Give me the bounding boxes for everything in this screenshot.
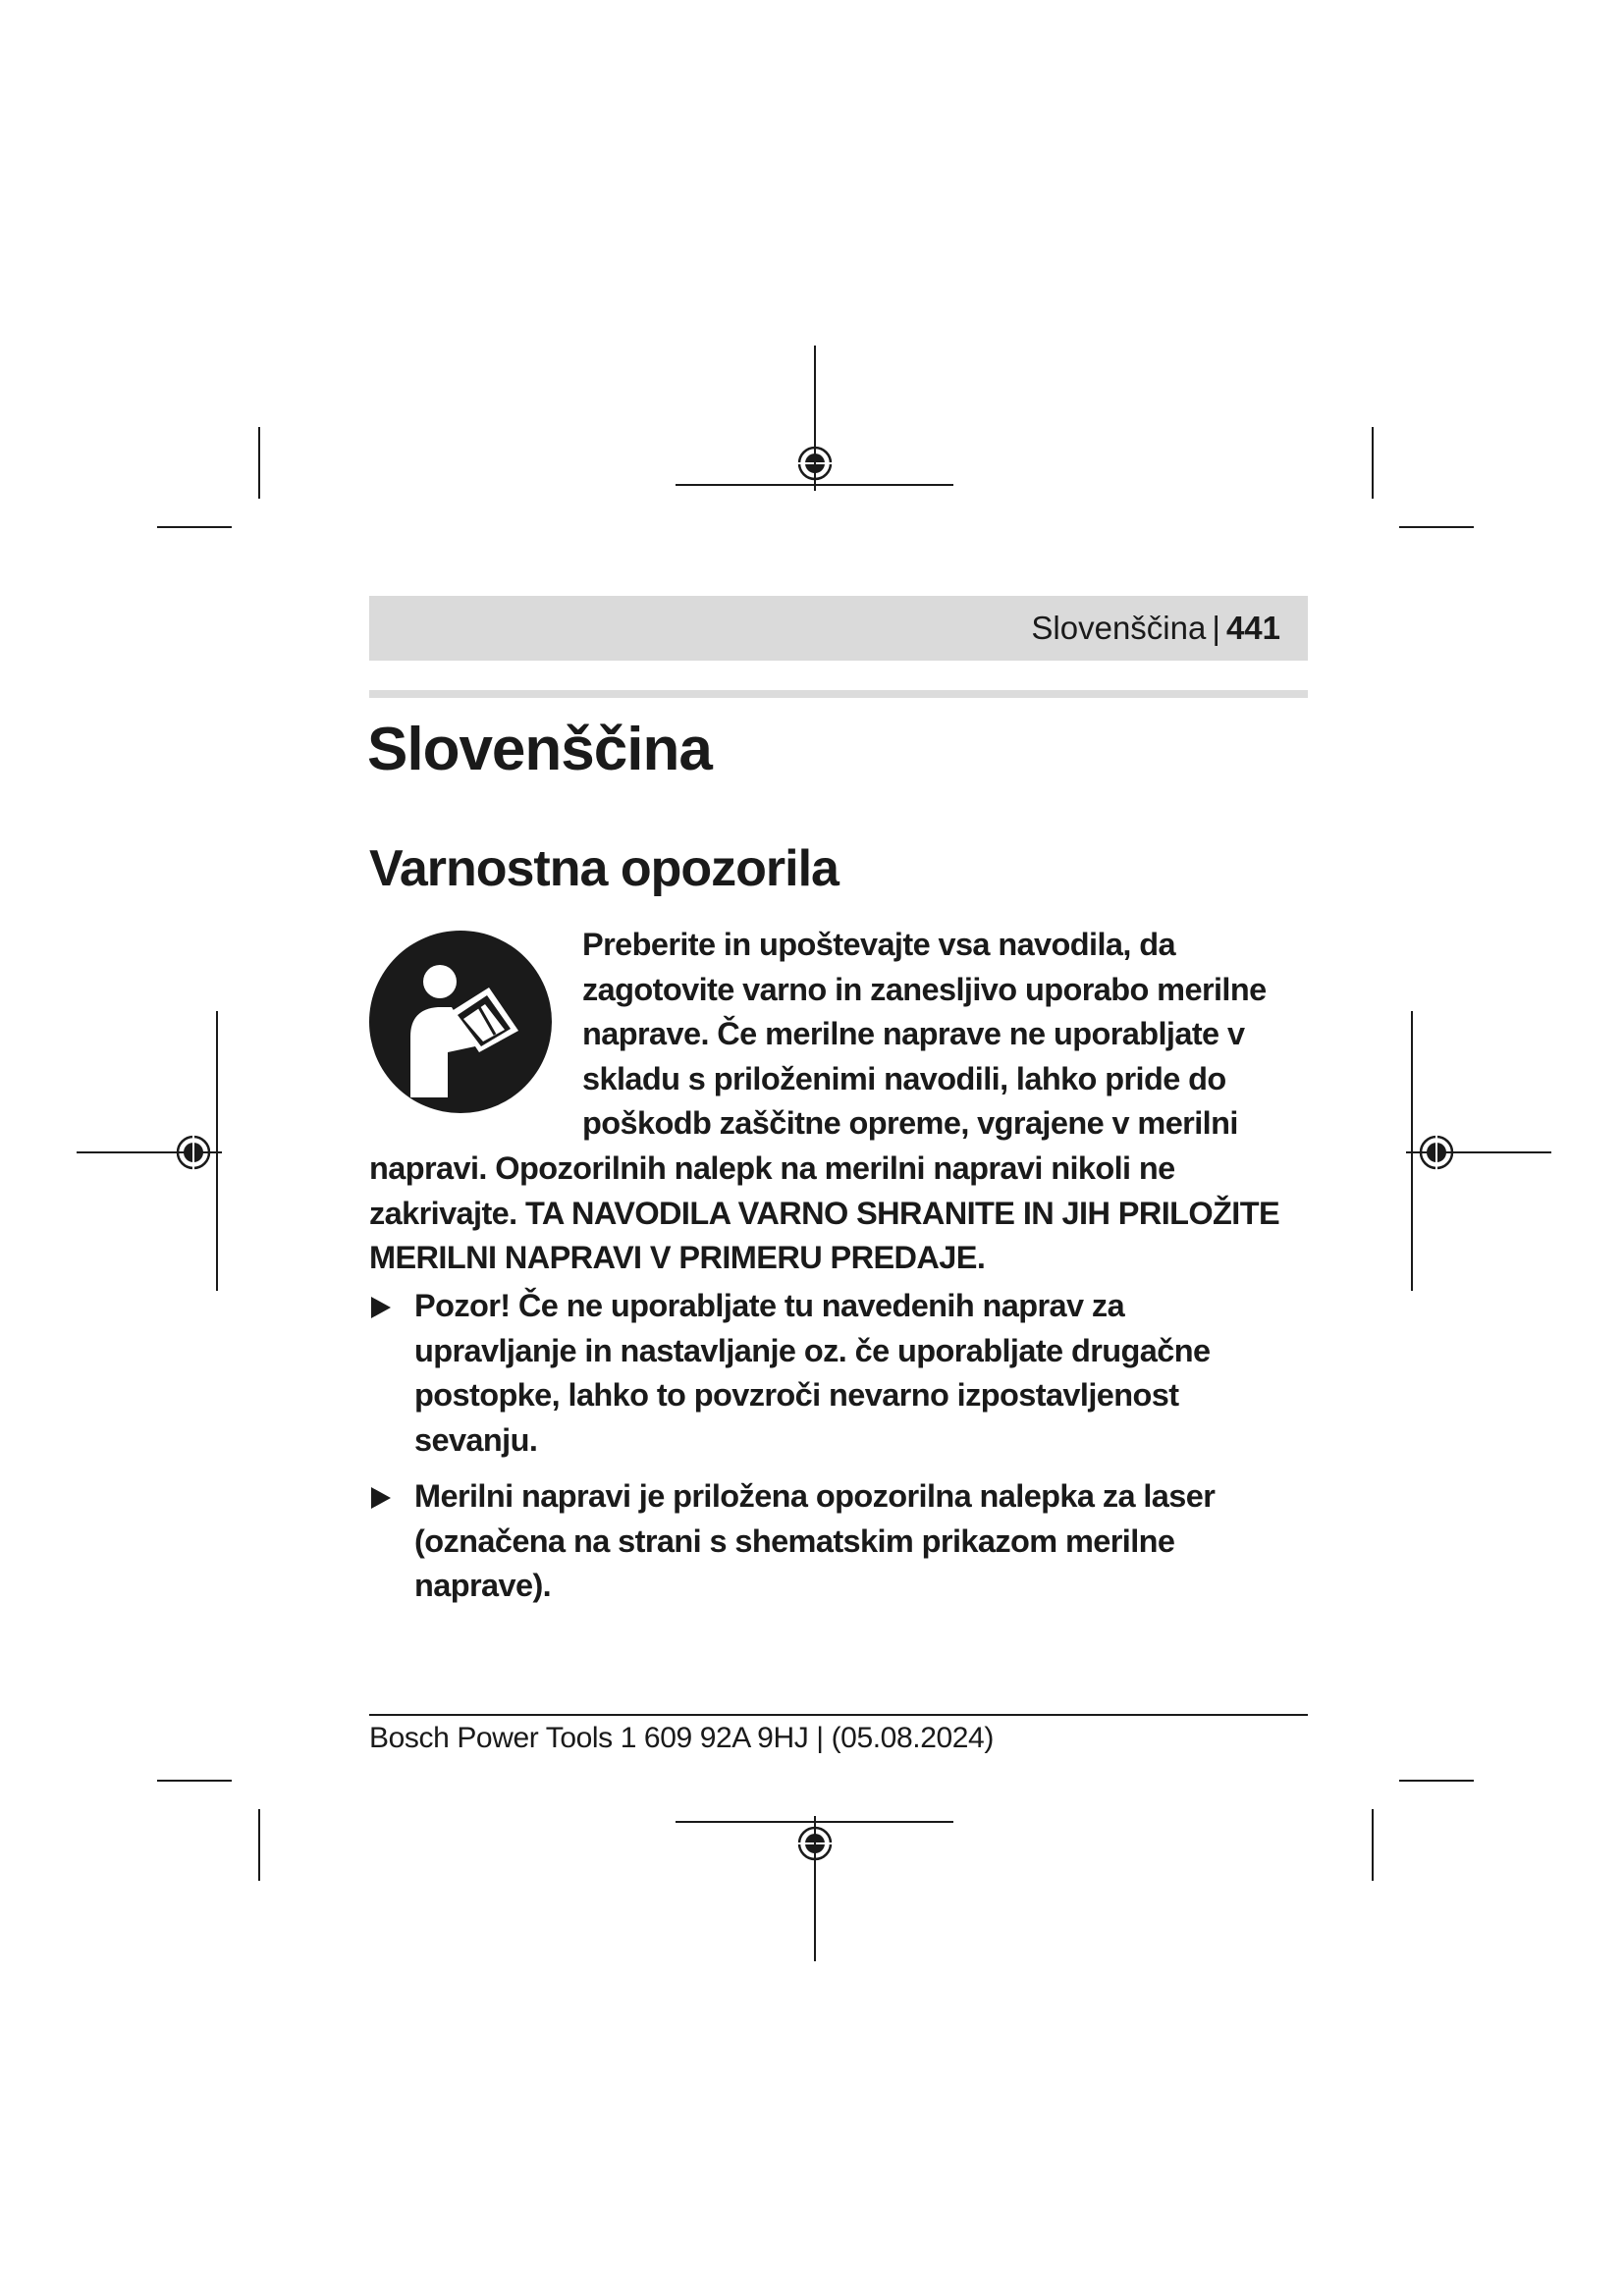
bullet-arrow-icon (371, 1297, 391, 1318)
bullet-line: upravljanje in nastavljanje oz. če uporabljate drugačne (414, 1332, 1211, 1368)
intro-paragraph-beside-icon (582, 923, 1309, 1147)
header-language-label: Slovenščina (1031, 610, 1207, 646)
paragraph-line: poškodb zaščitne opreme, vgrajene v merilni (582, 1105, 1238, 1141)
read-manual-icon (369, 931, 552, 1113)
crop-mark-top-right-vertical (1372, 427, 1374, 499)
bullet-line: (označena na strani s shematskim prikazom merilne (414, 1522, 1175, 1559)
registration-target-icon (1417, 1133, 1456, 1172)
crop-mark-bottom-left-horizontal (157, 1780, 232, 1782)
crop-mark-top-right-horizontal (1399, 526, 1474, 528)
footer-divider (369, 1714, 1308, 1716)
section-title: Varnostna opozorila (369, 840, 839, 897)
page-title: Slovenščina (367, 716, 712, 783)
header-divider (369, 690, 1308, 698)
paragraph-line: MERILNI NAPRAVI V PRIMERU PREDAJE. (369, 1240, 986, 1275)
registration-target-icon (174, 1133, 213, 1172)
running-header (369, 596, 1308, 661)
crop-mark-top-left-horizontal (157, 526, 232, 528)
bullet-line: naprave). (414, 1568, 552, 1603)
crop-mark-bottom-left-vertical (258, 1809, 260, 1881)
crop-mark-bottom-right-horizontal (1399, 1780, 1474, 1782)
bullet-arrow-icon (371, 1487, 391, 1509)
footer-imprint: Bosch Power Tools 1 609 92A 9HJ | (05.08.2024) (369, 1722, 994, 1754)
bullet-line: Merilni napravi je priložena opozorilna nalepka za laser (414, 1478, 1216, 1514)
registration-line-bottom-horizontal (676, 1821, 953, 1823)
crop-mark-bottom-right-vertical (1372, 1809, 1374, 1881)
paragraph-line: zagotovite varno in zanesljivo uporabo merilne (582, 971, 1267, 1007)
bullet-line: postopke, lahko to povzroči nevarno izpostavljenost (414, 1377, 1179, 1413)
paragraph-line: naprave. Če merilne naprave ne uporabljate v (582, 1016, 1245, 1051)
registration-target-icon (795, 1824, 835, 1863)
bullet-line: sevanju. (414, 1421, 538, 1458)
bullet-item (369, 1474, 1312, 1609)
page-number: 441 (1225, 610, 1280, 646)
bullet-item (369, 1284, 1312, 1463)
registration-line-top-horizontal (676, 484, 953, 486)
registration-target-icon (795, 444, 835, 483)
bullet-line: Pozor! Če ne uporabljate tu navedenih naprav za (414, 1288, 1125, 1323)
paragraph-line: skladu s priloženimi navodili, lahko pride do (582, 1060, 1226, 1096)
header-separator: | (1212, 610, 1220, 646)
paragraph-line: zakrivajte. TA NAVODILA VARNO SHRANITE IN JIH PRILOŽITE (369, 1195, 1280, 1231)
paragraph-line: Preberite in upoštevajte vsa navodila, da (582, 927, 1175, 962)
paragraph-line: napravi. Opozorilnih nalepk na merilni napravi nikoli ne (369, 1150, 1175, 1186)
intro-paragraph-continuation (369, 1147, 1312, 1281)
crop-mark-top-left-vertical (258, 427, 260, 499)
